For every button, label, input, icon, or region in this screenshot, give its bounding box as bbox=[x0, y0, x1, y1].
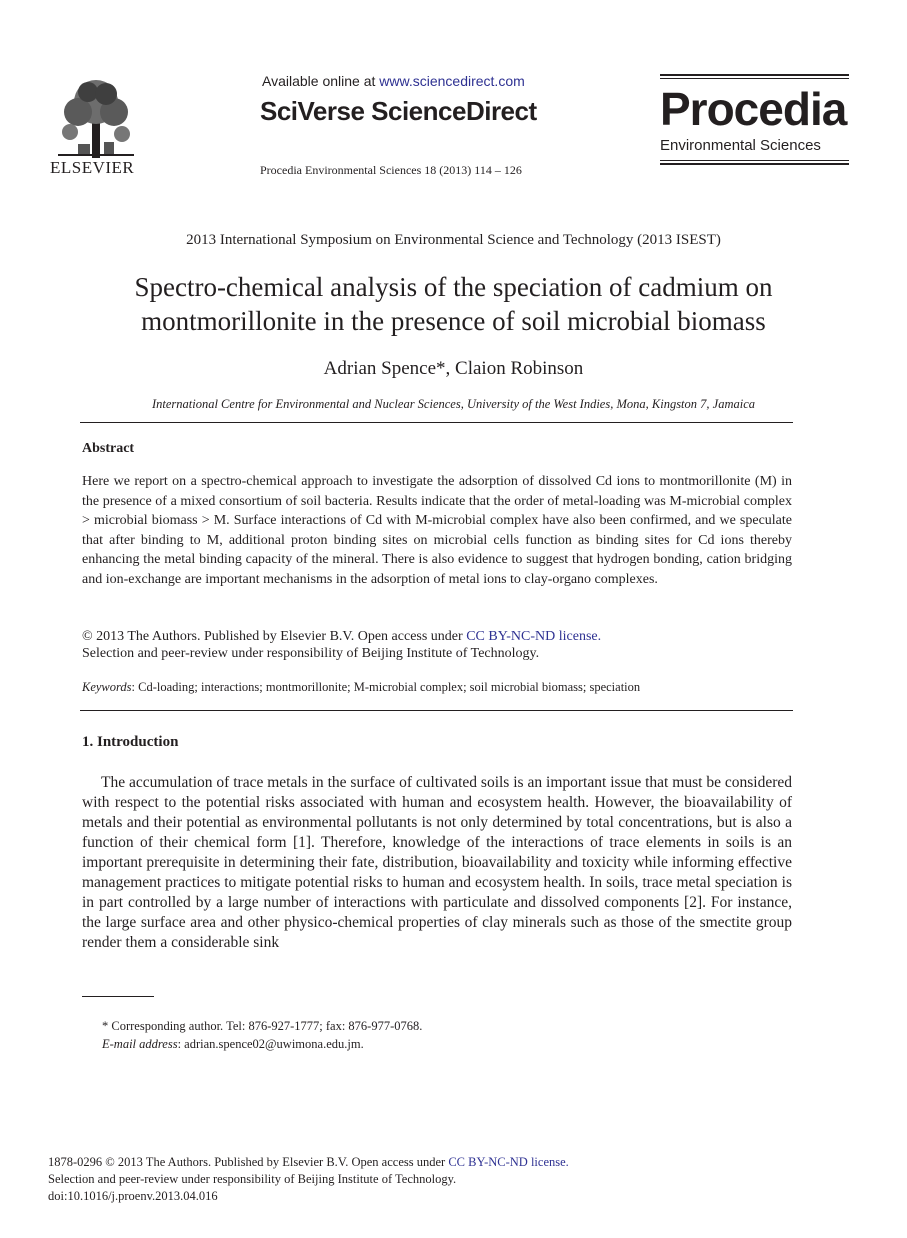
procedia-logo bbox=[660, 74, 849, 167]
copyright-line bbox=[82, 628, 792, 645]
procedia-wordmark: Procedia bbox=[660, 83, 847, 135]
available-online bbox=[262, 73, 525, 89]
issn-line bbox=[48, 1155, 569, 1170]
section-body: The accumulation of trace metals in the surface of cultivated soils is an important issue that must be considered with respect to the potential risks associated with human and ecosystem health. However, the bioavailability of metals and their potential as environmental pollutants is not only determined by total concentrations, but is also a function of their chemical form [1]. Therefore, knowledge of the interactions of trace elements in soils is an important prerequisite in determining their fate, distribution, bioavailability and toxicity while informing effective management practices to mitigate potential risks to human and ecosystem health. In soils, trace metal speciation is in part controlled by a large number of interactions with particulate and dissolved components [2]. For instance, the large surface area and other physico-chemical properties of clay minerals such as those of the smectite group render them a considerable sink bbox=[82, 774, 792, 951]
email-address: : adrian.spence02@uwimona.edu.jm. bbox=[177, 1037, 364, 1051]
journal-reference: Procedia Environmental Sciences 18 (2013) 114 – 126 bbox=[260, 163, 522, 177]
divider bbox=[80, 422, 793, 423]
peer-review-note: Selection and peer-review under responsibility of Beijing Institute of Technology. bbox=[82, 646, 540, 661]
email-label: E-mail address bbox=[102, 1037, 178, 1051]
platform-name: SciVerse ScienceDirect bbox=[260, 96, 537, 126]
divider bbox=[80, 710, 793, 711]
keywords-list: : Cd-loading; interactions; montmorillonite; M-microbial complex; soil microbial biomass; speciation bbox=[131, 680, 641, 694]
license-link[interactable]: CC BY-NC-ND license. bbox=[466, 629, 602, 644]
article-title bbox=[60, 270, 847, 338]
section-heading: 1. Introduction bbox=[82, 734, 179, 750]
issn-text: 1878-0296 © 2013 The Authors. Published by Elsevier B.V. Open access under bbox=[48, 1155, 449, 1169]
available-online-label: Available online at bbox=[262, 73, 380, 89]
email-footnote bbox=[102, 1037, 364, 1052]
title-line: Spectro-chemical analysis of the speciation of cadmium on bbox=[134, 272, 773, 302]
procedia-subtitle: Environmental Sciences bbox=[660, 137, 821, 154]
abstract-heading: Abstract bbox=[82, 441, 135, 456]
sciencedirect-link[interactable]: www.sciencedirect.com bbox=[379, 73, 525, 89]
keywords-label: Keywords bbox=[82, 680, 132, 694]
keywords bbox=[82, 680, 792, 695]
title-line: montmorillonite in the presence of soil microbial biomass bbox=[141, 306, 766, 336]
authors: Adrian Spence*, Claion Robinson bbox=[323, 358, 584, 379]
affiliation: International Centre for Environmental and Nuclear Sciences, University of the West Indies, Mona, Kingston 7, Jamaica bbox=[151, 397, 756, 411]
corresponding-author-footnote: * Corresponding author. Tel: 876-927-1777; fax: 876-977-0768. bbox=[102, 1019, 423, 1033]
copyright-block bbox=[82, 628, 792, 662]
abstract-text: Here we report on a spectro-chemical approach to investigate the adsorption of dissolved Cd ions to montmorillonite (M) in the presence of a mixed consortium of soil bacteria. Results indicate that the order of metal-loading was M-microbial complex > microbial biomass > M. Surface interactions of Cd with M-microbial complex have also been confirmed, and we speculate that after binding to M, additional proton binding sites on microbial cells function as binding sites for Cd ions thereby enhancing the metal binding capacity of the mineral. There is also evidence to suggest that hydrogen bonding, cation bridging and ion-exchange are important mechanisms in the adsorption of metal ions to clay-organo complexes. bbox=[82, 474, 792, 587]
copyright-text: © 2013 The Authors. Published by Elsevier B.V. Open access under bbox=[82, 629, 467, 644]
logo-divider bbox=[660, 78, 849, 79]
bottom-peer-review: Selection and peer-review under responsibility of Beijing Institute of Technology. bbox=[48, 1172, 457, 1186]
elsevier-logo bbox=[48, 74, 144, 178]
doi: doi:10.1016/j.proenv.2013.04.016 bbox=[48, 1189, 218, 1203]
conference-name: 2013 International Symposium on Environmental Science and Technology (2013 ISEST) bbox=[186, 232, 721, 248]
footnote-divider bbox=[82, 996, 154, 997]
logo-divider bbox=[660, 160, 849, 161]
logo-divider bbox=[660, 163, 849, 165]
license-link[interactable]: CC BY-NC-ND license. bbox=[448, 1155, 569, 1169]
elsevier-wordmark: ELSEVIER bbox=[50, 158, 135, 177]
logo-divider bbox=[660, 74, 849, 76]
